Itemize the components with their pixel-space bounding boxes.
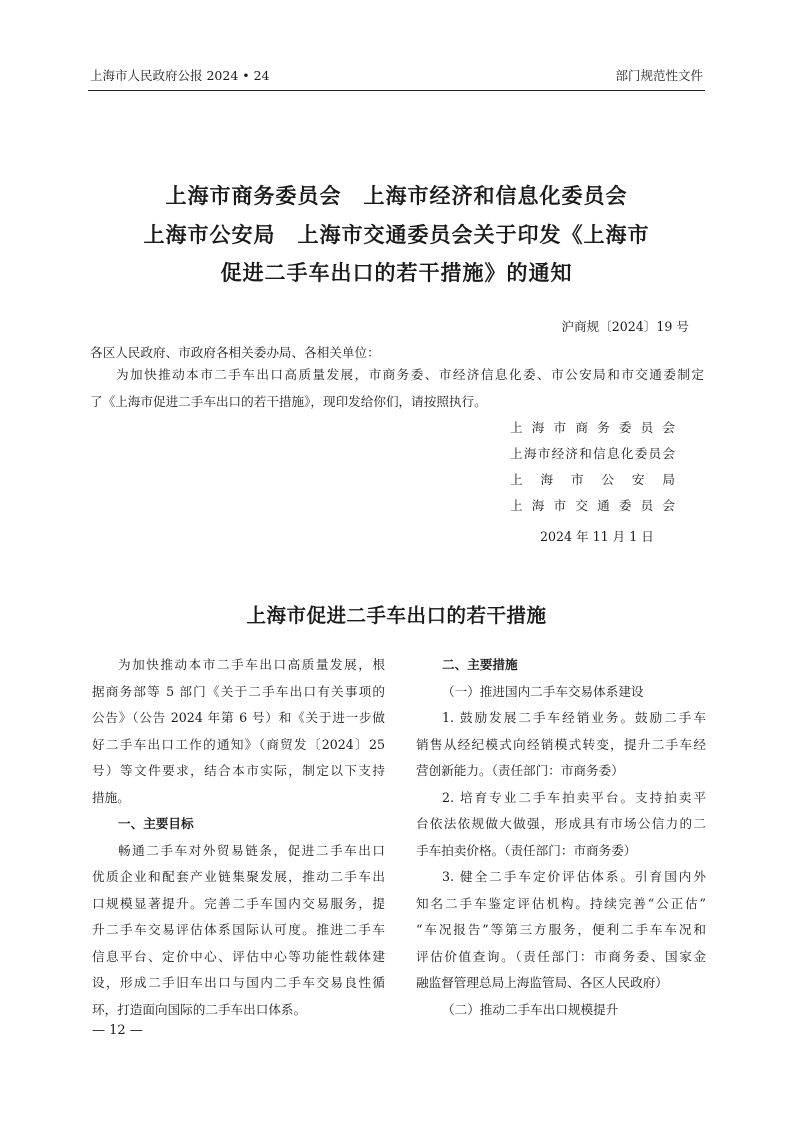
document-number: 沪商规〔2024〕19 号: [561, 319, 689, 334]
section-label: 部门规范性文件: [615, 68, 703, 83]
left-column: [92, 652, 385, 1023]
notice-title-line-1: 上海市商务委员会 上海市经济和信息化委员会: [165, 184, 628, 208]
body-line: 优质企业和配套产业链集聚发展，推动二手车出: [92, 869, 385, 884]
body-line: 设，形成二手旧车出口与国内二手车交易良性循: [92, 975, 385, 990]
signatory: 上海市商务委员会: [510, 420, 675, 435]
addressee: 各区人民政府、市政府各相关委办局、各相关单位：: [90, 345, 380, 360]
body-line: 销售从经纪模式向经销模式转变，提升二手车经: [416, 736, 706, 752]
body-line: 一、主要目标: [118, 816, 194, 831]
issue-date: 2024 年 11 月 1 日: [540, 529, 654, 544]
body-line: 号）等文件要求，结合本市实际，制定以下支持: [92, 763, 385, 778]
body-line: 畅通二手车对外贸易链条，促进二手车出口: [118, 842, 385, 858]
right-column: [416, 652, 706, 1023]
signatories: [510, 415, 675, 519]
notice-title-line-2: 上海市公安局 上海市交通委员会关于印发《上海市: [143, 223, 650, 247]
body-line: 手车拍卖价格。（责任部门：市商务委）: [416, 842, 637, 858]
signatory: 上海市交通委员会: [510, 498, 675, 513]
body-line: 据商务部等 5 部门《关于二手车出口有关事项的: [92, 683, 385, 699]
body-line: 口规模显著提升。完善二手车国内交易服务，提: [92, 895, 385, 911]
body-line: 措施。: [92, 789, 130, 805]
body-line: 台依法依规做大做强，形成具有市场公信力的二: [416, 816, 706, 831]
body-line: （一）推进国内二手车交易体系建设: [442, 683, 644, 699]
body-line: 好二手车出口工作的通知》（商贸发〔2024〕25: [92, 736, 385, 752]
body-line: 2. 培育专业二手车拍卖平台。支持拍卖平: [442, 789, 706, 805]
body-line: 公告》（公告 2024 年第 6 号）和《关于进一步做: [92, 710, 385, 725]
body-line: 1. 鼓励发展二手车经销业务。鼓励二手车: [442, 710, 706, 725]
intro-line: 为加快推动本市二手车出口高质量发展，市商务委、市经济信息化委、市公安局和市交通委制定: [116, 367, 704, 382]
body-line: 3. 健全二手车定价评估体系。引育国内外: [442, 869, 706, 884]
intro-paragraph: [90, 362, 704, 415]
body-line: 环，打造面向国际的二手车出口体系。: [92, 1001, 307, 1017]
measures-title: 上海市促进二手车出口的若干措施: [246, 604, 547, 627]
intro-line: 了《上海市促进二手车出口的若干措施》，现印发给你们，请按照执行。: [90, 393, 487, 409]
body-line: 知名二手车鉴定评估机构。持续完善“公正估”: [416, 895, 706, 911]
header-rule: [88, 90, 705, 91]
body-line: 信息平台、定价中心、评估中心等功能性载体建: [92, 948, 385, 964]
signatory: 上海市经济和信息化委员会: [510, 446, 675, 461]
body-line: 升二手车交易评估体系国际认可度。推进二手车: [92, 922, 385, 937]
body-line: 为加快推动本市二手车出口高质量发展，根: [118, 657, 385, 672]
body-line: 评估价值查询。（责任部门：市商务委、国家金: [416, 948, 706, 964]
notice-title-line-3: 促进二手车出口的若干措施》的通知: [220, 261, 573, 285]
gazette-header: 上海市人民政府公报 2024 • 24: [90, 68, 270, 83]
body-line: 融监督管理总局上海监管局、各区人民政府）: [416, 975, 668, 990]
page-number: — 12 —: [92, 1023, 143, 1038]
signatory: 上海市公安局: [510, 472, 675, 487]
body-line: “车况报告”等第三方服务，便利二手车车况和: [416, 922, 706, 937]
body-line: 营创新能力。（责任部门：市商务委）: [416, 763, 624, 778]
body-line: 二、主要措施: [442, 657, 518, 672]
body-line: （二）推动二手车出口规模提升: [442, 1001, 619, 1017]
